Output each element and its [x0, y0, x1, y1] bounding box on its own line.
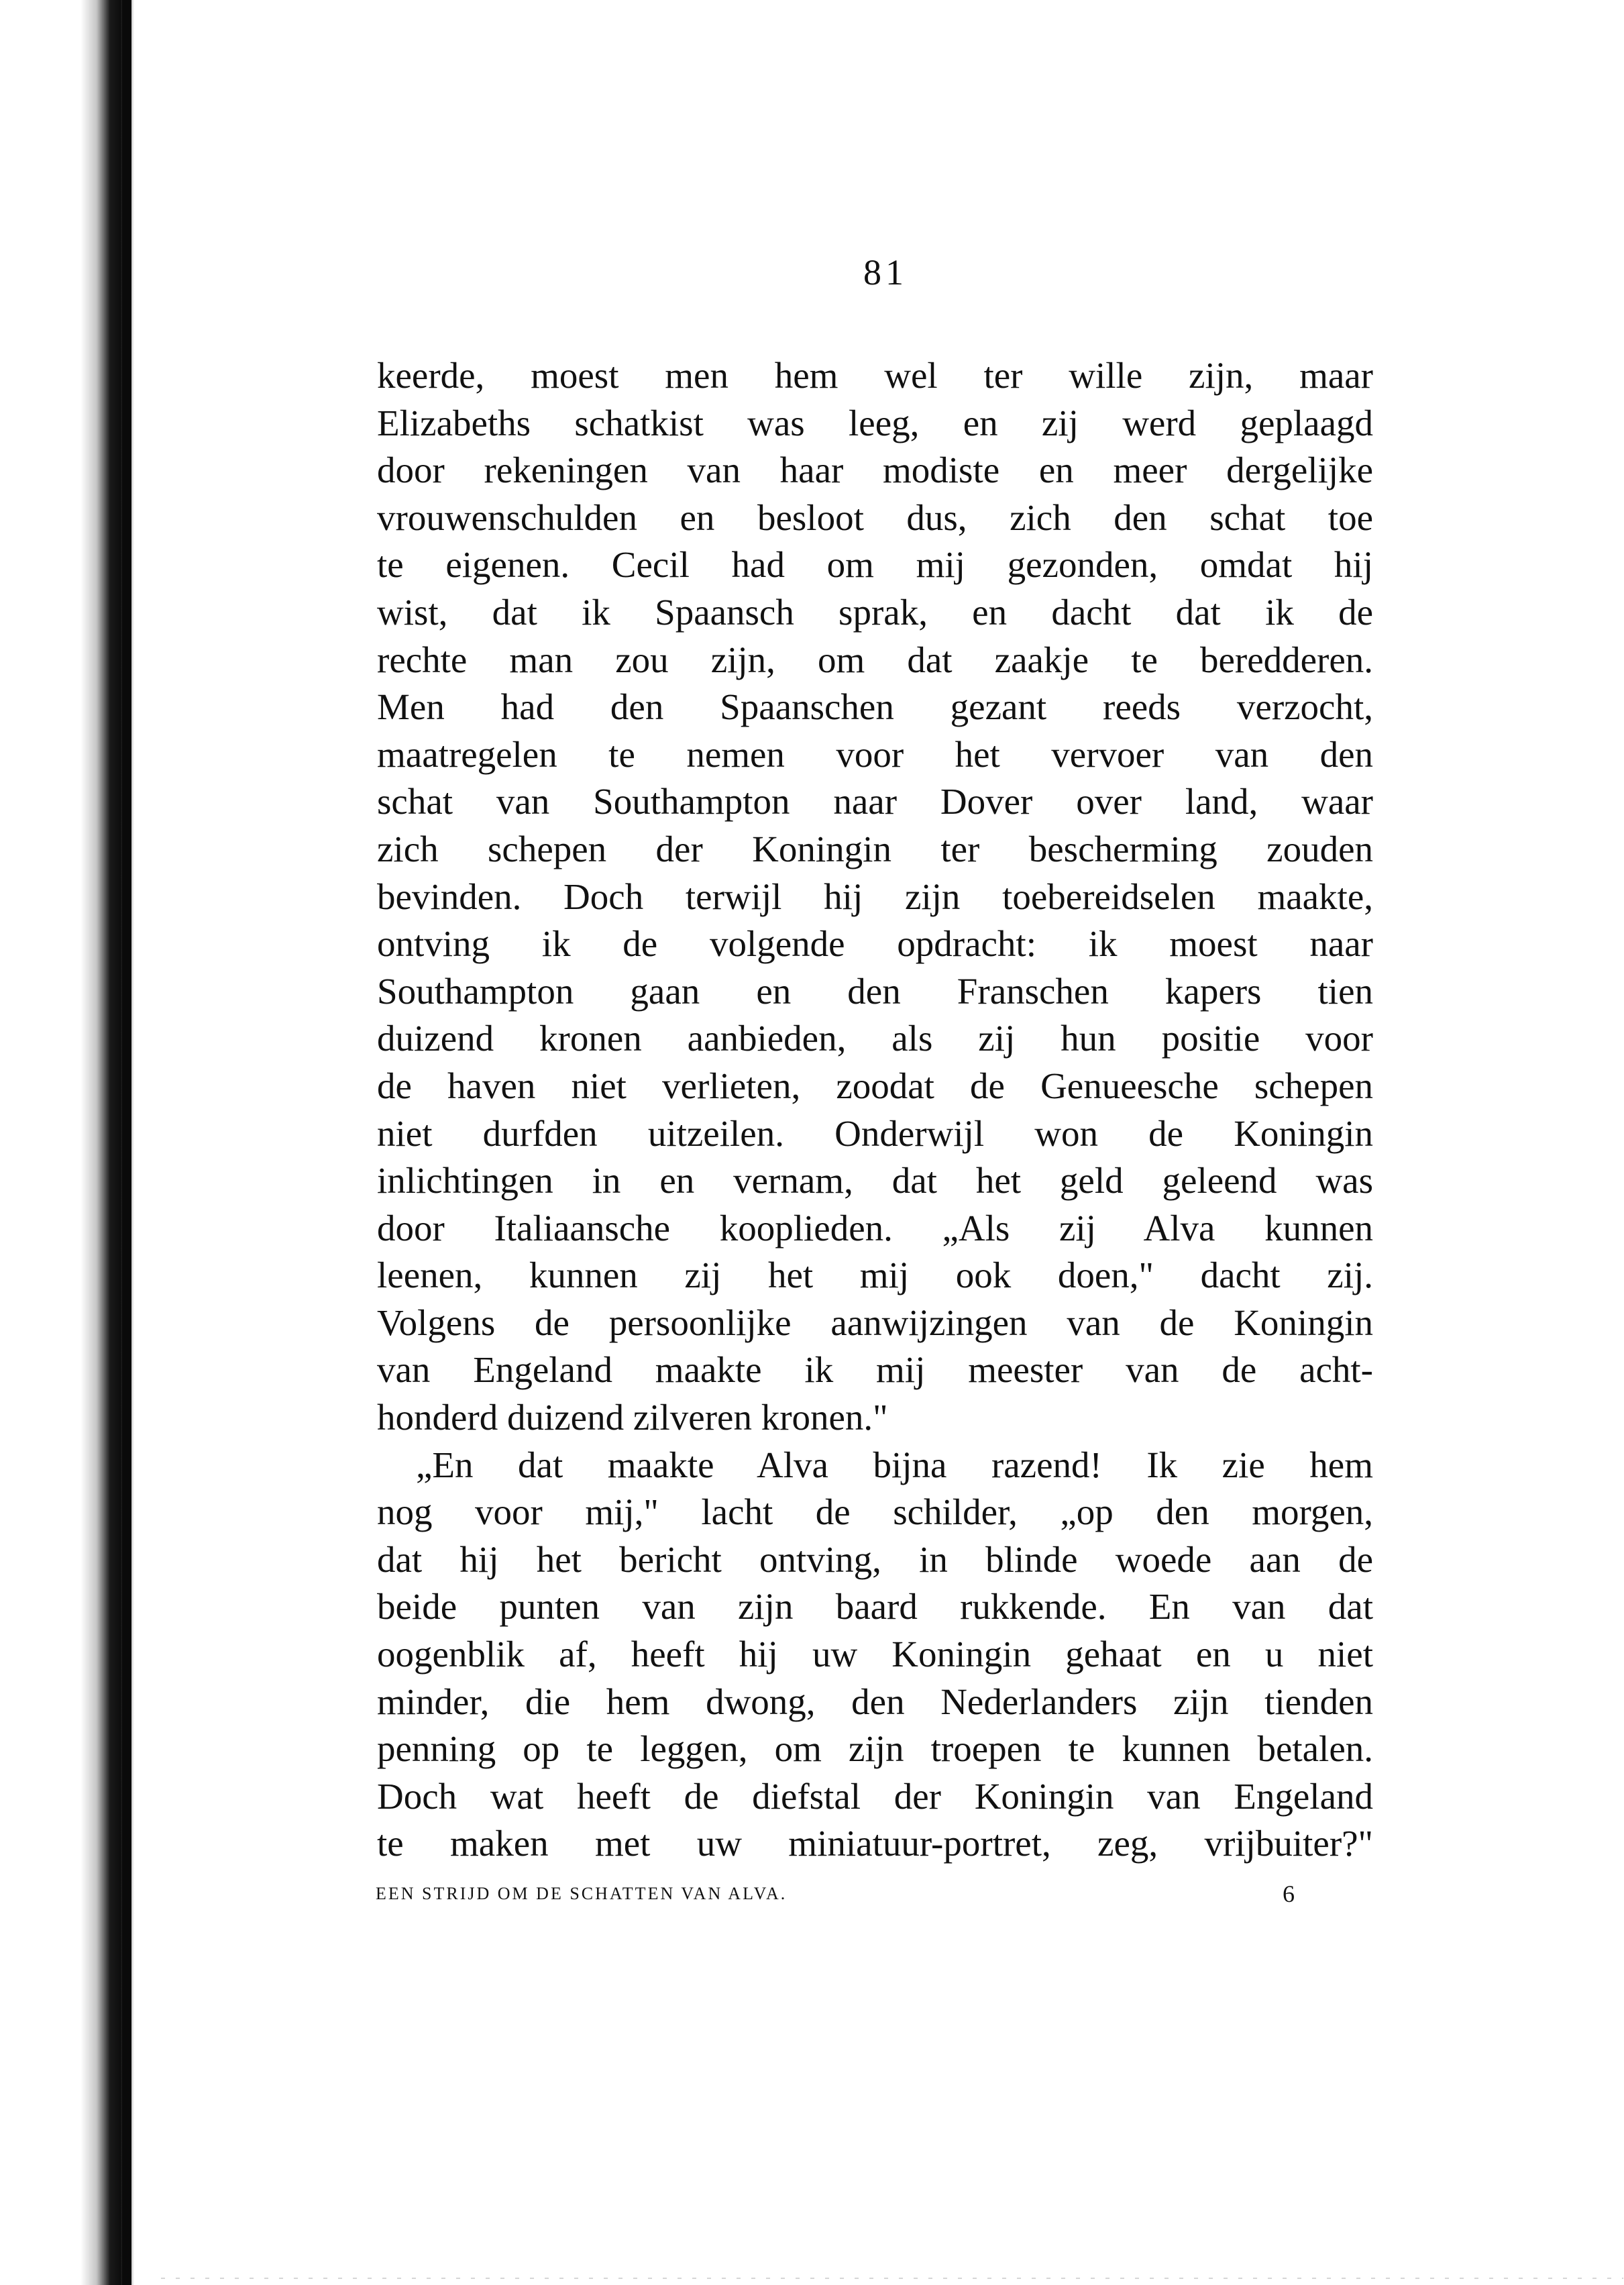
- text-line: keerde, moest men hem wel ter wille zijn, maar: [377, 355, 1373, 396]
- text-line: bevinden. Doch terwijl hij zijn toebereidselen maakte,: [377, 875, 1373, 917]
- text-line: Doch wat heeft de diefstal der Koningin van Engeland: [377, 1775, 1373, 1817]
- scan-edge-noise: [161, 2278, 1623, 2279]
- text-line: zich schepen der Koningin ter bescherming zouden: [377, 828, 1373, 869]
- text-line: honderd duizend zilveren kronen.": [377, 1397, 888, 1438]
- body-text: [377, 352, 1373, 1868]
- text-line: beide punten van zijn baard rukkende. En van dat: [377, 1586, 1373, 1628]
- text-line: te eigenen. Cecil had om mij gezonden, omdat hij: [377, 544, 1373, 586]
- text-line: schat van Southampton naar Dover over land, waar: [377, 781, 1373, 822]
- signature-mark: 6: [1283, 1880, 1295, 1907]
- text-line: Southampton gaan en den Franschen kapers tien: [377, 970, 1373, 1012]
- text-line: door Italiaansche kooplieden. „Als zij Alva kunnen: [377, 1207, 1373, 1248]
- text-line: penning op te leggen, om zijn troepen te kunnen betalen.: [377, 1728, 1373, 1770]
- text-line: nog voor mij," lacht de schilder, „op den morgen,: [377, 1491, 1373, 1533]
- text-line: oogenblik af, heeft hij uw Koningin gehaat en u niet: [377, 1634, 1373, 1675]
- text-line: dat hij het bericht ontving, in blinde woede aan de: [377, 1538, 1373, 1580]
- text-line: inlichtingen in en vernam, dat het geld geleend was: [377, 1160, 1373, 1202]
- text-line: Men had den Spaanschen gezant reeds verzocht,: [377, 686, 1373, 728]
- text-line: Volgens de persoonlijke aanwijzingen van de Koningin: [377, 1301, 1373, 1343]
- text-line: ontving ik de volgende opdracht: ik moest naar: [377, 923, 1373, 965]
- text-line: wist, dat ik Spaansch sprak, en dacht dat ik de: [377, 591, 1373, 633]
- text-line: minder, die hem dwong, den Nederlanders zijn tienden: [377, 1681, 1373, 1722]
- text-line: door rekeningen van haar modiste en meer dergelijke: [377, 449, 1373, 491]
- footer-title: EEN STRIJD OM DE SCHATTEN VAN ALVA.: [376, 1884, 788, 1903]
- text-line: niet durfden uitzeilen. Onderwijl won de Koningin: [377, 1112, 1373, 1154]
- text-line: rechte man zou zijn, om dat zaakje te beredderen.: [377, 639, 1373, 680]
- text-line: Elizabeths schatkist was leeg, en zij werd geplaagd: [377, 402, 1373, 443]
- binding-edge: [122, 0, 131, 2285]
- text-line: duizend kronen aanbieden, als zij hun positie voor: [377, 1018, 1373, 1059]
- page-number: 81: [863, 252, 908, 293]
- text-line: leenen, kunnen zij het mij ook doen," dacht zij.: [377, 1255, 1373, 1296]
- text-line: maatregelen te nemen voor het vervoer van den: [377, 733, 1373, 775]
- text-line: vrouwenschulden en besloot dus, zich den schat toe: [377, 496, 1373, 538]
- text-line: de haven niet verlieten, zoodat de Genueesche schepen: [377, 1065, 1373, 1106]
- text-line: van Engeland maakte ik mij meester van de acht-: [377, 1349, 1373, 1391]
- text-line: te maken met uw miniatuur-portret, zeg, vrijbuiter?": [377, 1823, 1373, 1864]
- text-line: „En dat maakte Alva bijna razend! Ik zie hem: [416, 1444, 1373, 1485]
